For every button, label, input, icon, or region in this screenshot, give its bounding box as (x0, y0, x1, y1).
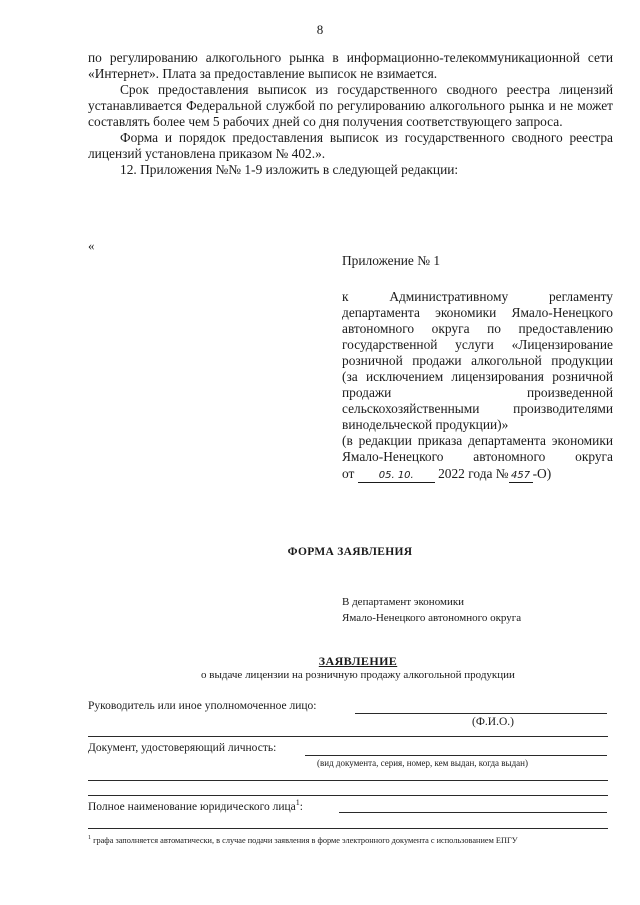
addressee-line-1: В департамент экономики (342, 596, 465, 608)
opening-quote: « (88, 238, 95, 253)
organization-label (88, 798, 303, 813)
fio-hint: (Ф.И.О.) (472, 716, 514, 728)
organization-footnote-ref: 1 (295, 798, 300, 807)
document-hint: (вид документа, серия, номер, кем выдан, когда выдан) (317, 758, 528, 768)
body-text (88, 50, 613, 178)
year-text: 2022 года № (438, 466, 509, 481)
appendix-edition: (в редакции приказа департамента экономики Ямало-Ненецкого автономного округа (342, 433, 613, 464)
footnote-marker: 1 (88, 835, 91, 841)
footnote-text: графа заполняется автоматически, в случае подачи заявления в форме электронного документа с использованием ЕПГУ (93, 835, 518, 845)
paragraph-procedure: Форма и порядок предоставления выписок из государственного сводного реестра лицензий установлена приказом № 402.». (88, 130, 613, 161)
statement-title: ЗАЯВЛЕНИЕ (318, 654, 398, 668)
handwritten-order-number: 457 (509, 470, 533, 483)
appendix-title: Приложение № 1 (342, 253, 441, 268)
head-input-line[interactable] (355, 713, 607, 714)
addressee-line-2: Ямало-Ненецкого автономного округа (342, 612, 522, 624)
separator-line (88, 736, 608, 737)
document-input-line[interactable] (305, 755, 607, 756)
paragraph-term: Срок предоставления выписок из государственного сводного реестра лицензий устанавливается Федеральной службой по регулированию алкогольного рынка и не может составлять более чем 5 рабочих дней со дня получения соответствующего запроса. (88, 82, 613, 129)
handwritten-date: 05. 10. (358, 470, 435, 483)
appendix-reference (342, 289, 613, 483)
organization-label-text: Полное наименование юридического лица (88, 800, 296, 813)
order-suffix: -О) (532, 466, 552, 481)
paragraph-amendment: 12. Приложения №№ 1-9 изложить в следующей редакции: (120, 162, 459, 177)
document-input-line-2[interactable] (88, 780, 608, 781)
statement-subtitle: о выдаче лицензии на розничную продажу алкогольной продукции (201, 669, 515, 681)
footnote (88, 835, 518, 845)
organization-input-line[interactable] (339, 812, 607, 813)
organization-colon: : (299, 800, 303, 813)
organization-input-line-2[interactable] (88, 828, 608, 829)
form-title: ФОРМА ЗАЯВЛЕНИЯ (287, 546, 413, 558)
head-label: Руководитель или иное уполномоченное лицо: (88, 700, 317, 712)
appendix-date-line (342, 466, 613, 483)
document-input-line-3[interactable] (88, 795, 608, 796)
paragraph-fee: по регулированию алкогольного рынка в информационно-телекоммуникационной сети «Интернет». Плата за предоставление выписок не взимается. (88, 50, 613, 81)
addressee (342, 594, 521, 626)
page-number: 8 (316, 22, 324, 37)
appendix-regulation: к Административному регламенту департамента экономики Ямало-Ненецкого автономного округа по предоставлению государственной услуги «Лицензирование розничной продажи алкогольной продукции (за исключением лицензирования розничной продажи произведенной сельскохозяйственными производителями винодельческой продукции)» (342, 289, 613, 432)
date-prefix: от (342, 466, 355, 481)
document-label: Документ, удостоверяющий личность: (88, 742, 277, 754)
